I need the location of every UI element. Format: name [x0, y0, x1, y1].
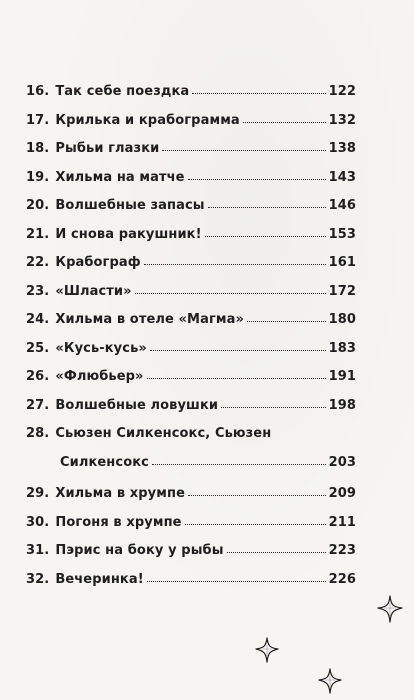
chapter-title: Хильма в отеле «Магма» — [55, 312, 244, 327]
toc-entry-line — [26, 426, 356, 455]
page-number: 161 — [328, 255, 356, 270]
chapter-number: 17. — [26, 112, 50, 128]
toc-entry — [26, 113, 356, 142]
toc-entry — [26, 341, 356, 370]
chapter-number: 18. — [26, 141, 50, 156]
chapter-number: 21. — [26, 226, 50, 242]
sparkle-star-icon — [319, 669, 341, 693]
dot-leader — [144, 264, 326, 265]
page-number: 138 — [328, 141, 356, 156]
chapter-title: Хильма в хрумпе — [55, 486, 185, 501]
page-number: 183 — [328, 340, 356, 356]
toc-entry — [26, 284, 356, 313]
page-number: 203 — [328, 455, 356, 470]
chapter-title: И снова ракушник! — [55, 226, 202, 242]
toc-entry — [26, 312, 356, 341]
chapter-title: Вечеринка! — [55, 571, 144, 587]
dot-leader — [150, 350, 326, 351]
toc-entry — [26, 515, 356, 544]
page-number: 153 — [328, 226, 356, 242]
toc-entry — [26, 170, 356, 199]
chapter-title: Так себе поездка — [55, 84, 190, 99]
page-number: 211 — [328, 514, 356, 530]
chapter-number: 24. — [26, 312, 50, 327]
toc-entry — [26, 572, 356, 601]
chapter-title: Хильма на матче — [55, 169, 185, 185]
chapter-number: 22. — [26, 255, 50, 270]
dot-leader — [188, 179, 326, 180]
page-number: 209 — [328, 486, 356, 501]
dot-leader — [208, 207, 326, 208]
chapter-title: Пэрис на боку у рыбы — [55, 543, 224, 558]
chapter-number: 25. — [26, 340, 50, 356]
chapter-title: «Флюбьер» — [55, 369, 144, 384]
chapter-number: 20. — [26, 198, 50, 213]
toc-entry — [26, 141, 356, 170]
dot-leader — [192, 93, 325, 94]
sparkle-star-icon — [378, 596, 402, 622]
chapter-title: Волшебные ловушки — [55, 397, 219, 413]
table-of-contents — [26, 84, 356, 600]
dot-leader — [243, 122, 326, 123]
dot-leader — [227, 552, 326, 553]
toc-entry — [26, 398, 356, 427]
chapter-number: 30. — [26, 514, 50, 530]
chapter-title: Волшебные запасы — [55, 198, 205, 213]
dot-leader — [247, 321, 326, 322]
toc-entry — [26, 84, 356, 113]
page-number: 198 — [328, 397, 356, 413]
page-number: 226 — [328, 571, 356, 587]
chapter-number: 23. — [26, 283, 50, 299]
chapter-number: 31. — [26, 543, 50, 558]
dot-leader — [188, 495, 326, 496]
page-number: 191 — [328, 369, 356, 384]
chapter-title: Сьюзен Силкенсокс, Сьюзен — [55, 426, 272, 441]
toc-entry — [26, 543, 356, 572]
chapter-title: Погоня в хрумпе — [55, 514, 182, 530]
dot-leader — [152, 464, 326, 465]
dot-leader — [147, 581, 326, 582]
toc-entry — [26, 227, 356, 256]
chapter-number: 19. — [26, 169, 50, 185]
chapter-title: «Шласти» — [55, 283, 132, 299]
chapter-number: 16. — [26, 84, 50, 99]
sparkle-star-icon — [256, 638, 278, 662]
toc-entry — [26, 255, 356, 284]
dot-leader — [135, 293, 326, 294]
chapter-title: Крабограф — [55, 255, 141, 270]
dot-leader — [147, 378, 326, 379]
chapter-number: 29. — [26, 486, 50, 501]
chapter-number: 27. — [26, 397, 50, 413]
toc-entry — [26, 198, 356, 227]
chapter-number: 26. — [26, 369, 50, 384]
dot-leader — [185, 524, 326, 525]
chapter-number: 28. — [26, 426, 50, 441]
page-number: 172 — [328, 283, 356, 299]
page-number: 132 — [328, 112, 356, 128]
page-number: 223 — [328, 543, 356, 558]
page-number: 143 — [328, 169, 356, 185]
dot-leader — [162, 150, 325, 151]
chapter-title: Крилька и крабограмма — [55, 112, 240, 128]
page-number: 180 — [328, 312, 356, 327]
chapter-title: «Кусь-кусь» — [55, 340, 147, 356]
toc-entry — [26, 426, 356, 486]
chapter-number: 32. — [26, 571, 50, 587]
dot-leader — [221, 407, 325, 408]
chapter-title: Рыбьи глазки — [55, 141, 160, 156]
page-number: 122 — [328, 84, 356, 99]
toc-entry — [26, 369, 356, 398]
toc-entry — [26, 486, 356, 515]
dot-leader — [205, 236, 326, 237]
page-number: 146 — [328, 198, 356, 213]
chapter-title-continued: Силкенсокс — [60, 455, 149, 470]
toc-entry-line — [26, 455, 356, 486]
